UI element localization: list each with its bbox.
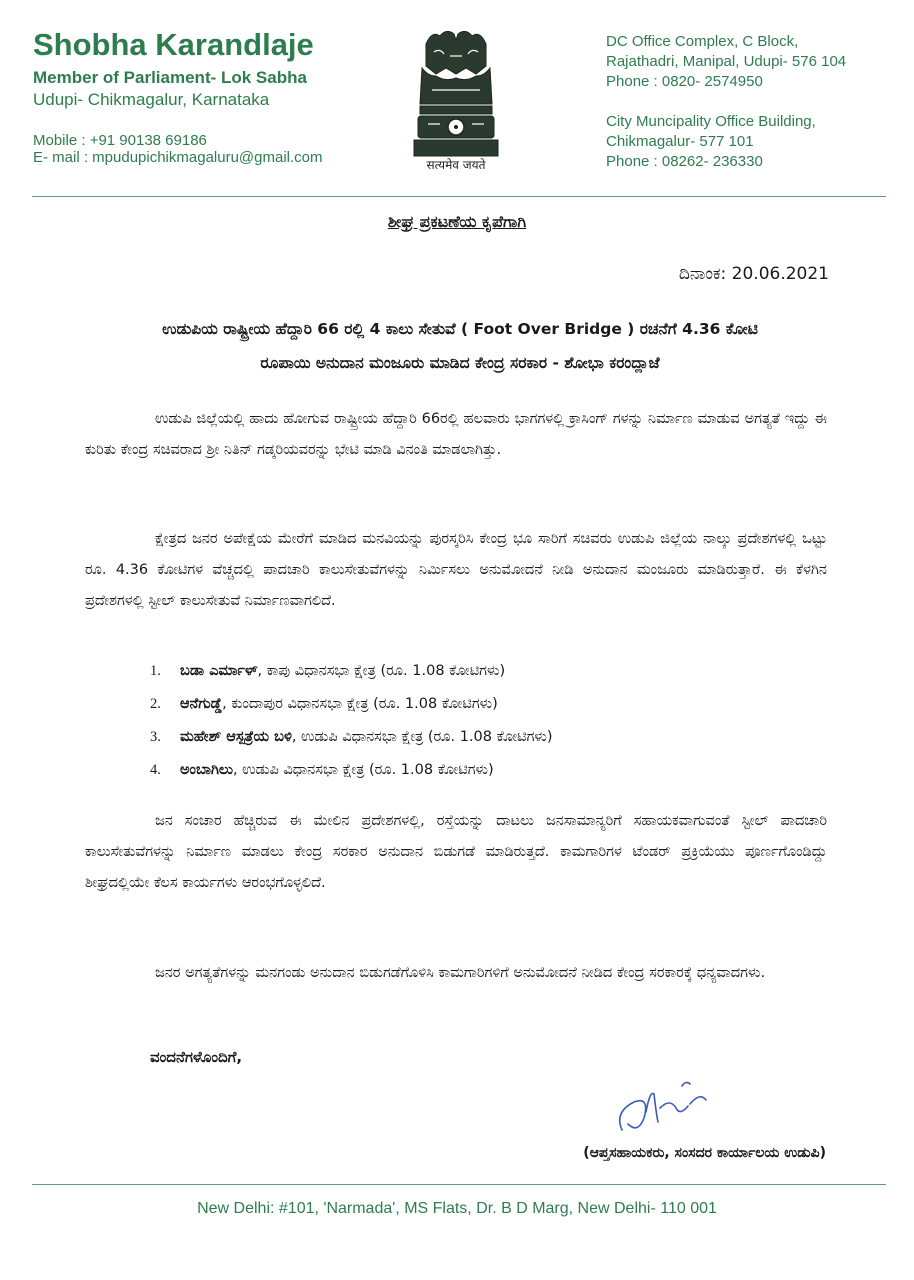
office2-address-line1: City Muncipality Office Building, — [606, 113, 816, 130]
list-item: 1. ಬಡಾ ಎರ್ಮಾಳ್, ಕಾಪು ವಿಧಾನಸಭಾ ಕ್ಷೇತ್ರ (ರೂ. 1.08 ಕೋಟಿಗಳು) — [150, 663, 506, 679]
footer-divider — [32, 1184, 886, 1185]
closing-salutation: ವಂದನೆಗಳೊಂದಿಗೆ, — [150, 1048, 243, 1066]
paragraph-1: ಉಡುಪಿ ಜಿಲ್ಲೆಯಲ್ಲಿ ಹಾದು ಹೋಗುವ ರಾಷ್ಟ್ರೀಯ ಹೆದ್ದಾರಿ 66ರಲ್ಲಿ ಹಲವಾರು ಭಾಗಗಳಲ್ಲಿ ಕ್ರಾಸಿಂಗ್ ಗಳನ್ನು ನಿರ್ಮಾಣ ಮಾಡುವ ಅಗತ್ಯತೆ ಇದ್ದು ಈ ಕುರಿತು ಕೇಂದ್ರ ಸಚಿವರಾದ ಶ್ರೀ ನಿತಿನ್ ಗಡ್ಕರಿಯವರನ್ನು ಭೇಟಿ ಮಾಡಿ ವಿನಂತಿ ಮಾಡಲಾಗಿತ್ತು. — [85, 411, 827, 458]
office1-address-line1: DC Office Complex, C Block, — [606, 33, 799, 50]
office1-phone: Phone : 0820- 2574950 — [606, 73, 763, 90]
letterhead-left — [33, 28, 323, 166]
mp-constituency: Udupi- Chikmagalur, Karnataka — [33, 90, 270, 109]
list-item: 2. ಆನೆಗುಡ್ಡೆ, ಕುಂದಾಪುರ ವಿಧಾನಸಭಾ ಕ್ಷೇತ್ರ (ರೂ. 1.08 ಕೋಟಿಗಳು) — [150, 696, 498, 712]
mobile-number: Mobile : +91 90138 69186 — [33, 132, 207, 149]
document-title: ಶೀಘ್ರ ಪ್ರಕಟಣೆಯ ಕೃಪೆಗಾಗಿ — [387, 212, 527, 231]
emblem-motto: सत्यमेव जयते — [426, 158, 486, 172]
mp-role: Member of Parliament- Lok Sabha — [33, 68, 307, 87]
office2-phone: Phone : 08262- 236330 — [606, 153, 763, 170]
list-item: 4. ಅಂಬಾಗಿಲು, ಉಡುಪಿ ವಿಧಾನಸಭಾ ಕ್ಷೇತ್ರ (ರೂ. 1.08 ಕೋಟಿಗಳು) — [150, 762, 494, 778]
paragraph-3: ಜನ ಸಂಚಾರ ಹೆಚ್ಚಿರುವ ಈ ಮೇಲಿನ ಪ್ರದೇಶಗಳಲ್ಲಿ, ರಸ್ತೆಯನ್ನು ದಾಟಲು ಜನಸಾಮಾನ್ಯರಿಗೆ ಸಹಾಯಕವಾಗುವಂತೆ ಸ್ಟೀಲ್ ಪಾದಚಾರಿ ಕಾಲುಸೇತುವೆಗಳನ್ನು ನಿರ್ಮಾಣ ಮಾಡಲು ಕೇಂದ್ರ ಸರಕಾರ ಅನುದಾನ ಬಿಡುಗಡೆ ಮಾಡಿರುತ್ತದೆ. ಕಾಮಗಾರಿಗಳ ಟೆಂಡರ್ ಪ್ರಕ್ರಿಯೆಯು ಪೂರ್ಣಗೊಂಡಿದ್ದು ಶೀಘ್ರದಲ್ಲಿಯೇ ಕೆಲಸ ಕಾರ್ಯಗಳು ಆರಂಭಗೊಳ್ಳಲಿದೆ. — [85, 813, 827, 891]
footer-address: New Delhi: #101, 'Narmada', MS Flats, Dr. B D Marg, New Delhi- 110 001 — [197, 1200, 717, 1217]
email-address: E- mail : mpudupichikmagaluru@gmail.com — [33, 149, 323, 166]
office1-address-line2: Rajathadri, Manipal, Udupi- 576 104 — [606, 53, 847, 70]
paragraph-4: ಜನರ ಅಗತ್ಯತೆಗಳನ್ನು ಮನಗಂಡು ಅನುದಾನ ಬಿಡುಗಡೆಗೊಳಿಸಿ ಕಾಮಗಾರಿಗಳಿಗೆ ಅನುಮೋದನೆ ನೀಡಿದ ಕೇಂದ್ರ ಸರಕಾರಕ್ಕೆ ಧನ್ಯವಾದಗಳು. — [155, 965, 766, 981]
headline-line2: ರೂಪಾಯಿ ಅನುದಾನ ಮಂಜೂರು ಮಾಡಿದ ಕೇಂದ್ರ ಸರಕಾರ - ಶೋಭಾ ಕರಂದ್ಲಾಜೆ — [260, 354, 660, 372]
letterhead-right — [606, 32, 846, 172]
office2-address-line2: Chikmagalur- 577 101 — [606, 133, 754, 150]
national-emblem-icon — [406, 26, 506, 174]
signoff: (ಆಪ್ತಸಹಾಯಕರು, ಸಂಸದರ ಕಾರ್ಯಾಲಯ ಉಡುಪಿ) — [583, 1145, 826, 1161]
paragraph-2: ಕ್ಷೇತ್ರದ ಜನರ ಅಪೇಕ್ಷೆಯ ಮೇರೆಗೆ ಮಾಡಿದ ಮನವಿಯನ್ನು ಪುರಸ್ಕರಿಸಿ ಕೇಂದ್ರ ಭೂ ಸಾರಿಗೆ ಸಚಿವರು ಉಡುಪಿ ಜಿಲ್ಲೆಯ ನಾಲ್ಕು ಪ್ರದೇಶಗಳಲ್ಲಿ ಒಟ್ಟು ರೂ. 4.36 ಕೋಟಿಗಳ ವೆಚ್ಚದಲ್ಲಿ ಪಾದಚಾರಿ ಕಾಲುಸೇತುವೆಗಳನ್ನು ನಿರ್ಮಿಸಲು ಅನುಮೋದನೆ ನೀಡಿ ಅನುದಾನ ಮಂಜೂರು ಮಾಡಿರುತ್ತಾರೆ. ಈ ಕೆಳಗಿನ ಪ್ರದೇಶಗಳಲ್ಲಿ ಸ್ಟೀಲ್ ಕಾಲುಸೇತುವೆ ನಿರ್ಮಾಣವಾಗಲಿದೆ. — [85, 531, 827, 609]
location-list — [150, 656, 553, 788]
header-divider — [32, 196, 886, 197]
list-item: 3. ಮಹೇಶ್ ಆಸ್ಪತ್ರೆಯ ಬಳಿ, ಉಡುಪಿ ವಿಧಾನಸಭಾ ಕ್ಷೇತ್ರ (ರೂ. 1.08 ಕೋಟಿಗಳು) — [150, 729, 553, 745]
signature — [610, 1072, 720, 1142]
mp-name: Shobha Karandlaje — [33, 27, 314, 62]
document-date: ದಿನಾಂಕ: 20.06.2021 — [678, 264, 829, 284]
headline-line1: ಉಡುಪಿಯ ರಾಷ್ಟ್ರೀಯ ಹೆದ್ದಾರಿ 66 ರಲ್ಲಿ 4 ಕಾಲು ಸೇತುವೆ ( Foot Over Bridge ) ರಚನೆಗೆ 4.36 ಕೋಟಿ — [162, 320, 758, 338]
